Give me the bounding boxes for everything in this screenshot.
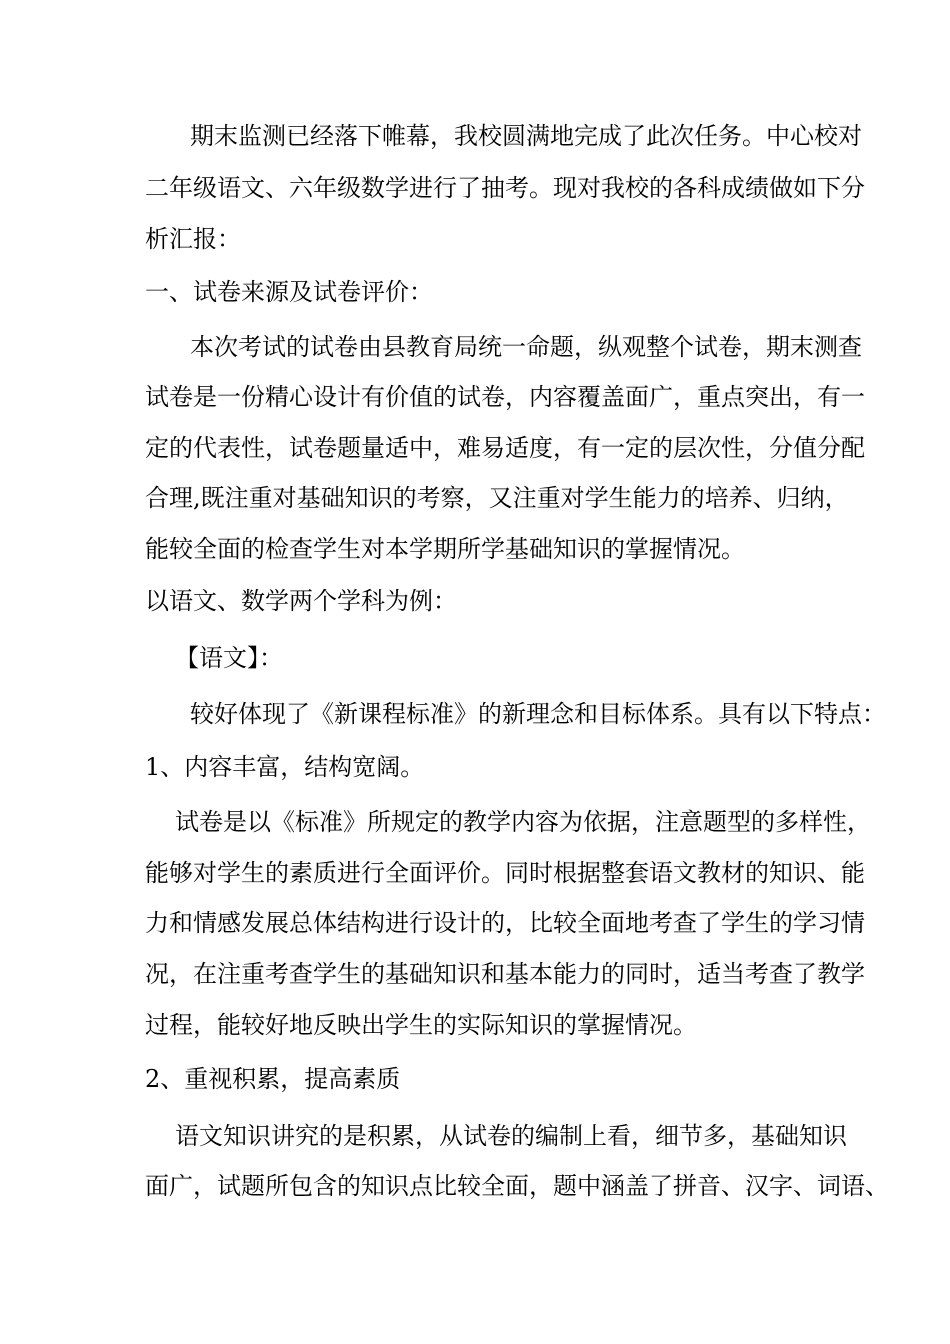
section-heading: 一、试卷来源及试卷评价： (145, 278, 433, 306)
paragraph-line: 力和情感发展总体结构进行设计的，比较全面地考查了学生的学习情 (145, 909, 865, 937)
numbered-heading: 1、内容丰富，结构宽阔。 (145, 753, 425, 781)
paragraph-line: 试卷是一份精心设计有价值的试卷，内容覆盖面广，重点突出，有一 (145, 383, 865, 411)
paragraph-line: 期末监测已经落下帷幕，我校圆满地完成了此次任务。中心校对 (190, 122, 862, 150)
paragraph-line: 况，在注重考查学生的基础知识和基本能力的同时，适当考查了教学 (145, 960, 865, 988)
paragraph-line: 本次考试的试卷由县教育局统一命题，纵观整个试卷，期末测查 (190, 333, 862, 361)
paragraph-line: 定的代表性，试卷题量适中，难易适度，有一定的层次性，分值分配 (145, 434, 865, 462)
paragraph-line: 语文知识讲究的是积累，从试卷的编制上看，细节多，基础知识 (175, 1122, 847, 1150)
paragraph-line: 二年级语文、六年级数学进行了抽考。现对我校的各科成绩做如下分 (145, 174, 865, 202)
paragraph-line: 析汇报： (145, 225, 241, 253)
paragraph-line: 试卷是以《标准》所规定的教学内容为依据，注意题型的多样性， (175, 808, 871, 836)
subject-heading: 【语文】： (175, 644, 283, 672)
paragraph-line: 过程，能较好地反映出学生的实际知识的掌握情况。 (145, 1011, 697, 1039)
paragraph-line: 面广，试题所包含的知识点比较全面，题中涵盖了拼音、汉字、词语、 (145, 1172, 889, 1200)
numbered-heading: 2、重视积累，提高素质 (145, 1065, 401, 1093)
paragraph-line: 较好体现了《新课程标准》的新理念和目标体系。具有以下特点： (190, 700, 886, 728)
paragraph-line: 能较全面的检查学生对本学期所学基础知识的掌握情况。 (145, 535, 745, 563)
paragraph-line: 合理,既注重对基础知识的考察，又注重对学生能力的培养、归纳， (145, 484, 849, 512)
paragraph-line: 能够对学生的素质进行全面评价。同时根据整套语文教材的知识、能 (145, 859, 865, 887)
paragraph-line: 以语文、数学两个学科为例： (145, 587, 457, 615)
